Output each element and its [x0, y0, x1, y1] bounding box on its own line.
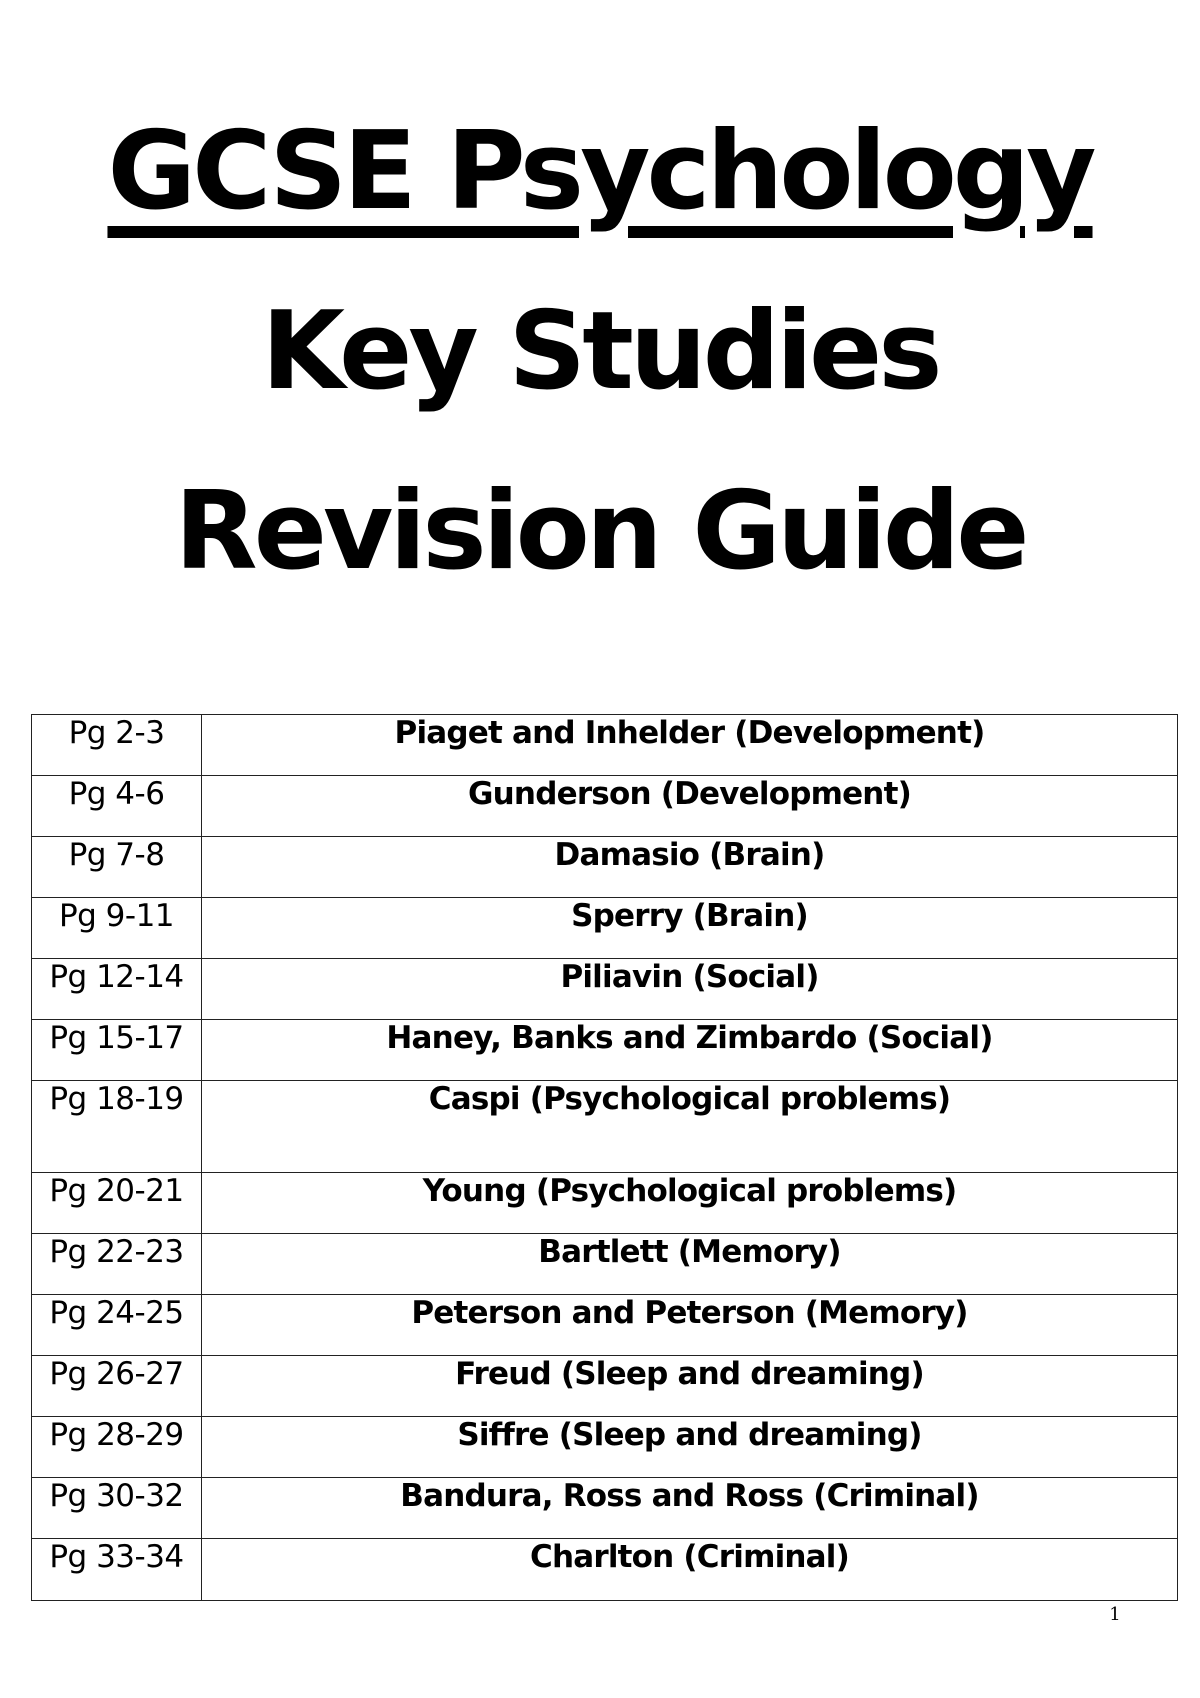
study-title: Haney, Banks and Zimbardo (Social) [202, 1020, 1178, 1081]
table-row [32, 776, 1178, 837]
study-title: Charlton (Criminal) [202, 1539, 1178, 1601]
table-row [32, 715, 1178, 776]
page-range: Pg 18-19 [32, 1081, 202, 1173]
page-range: Pg 30-32 [32, 1478, 202, 1539]
table-row [32, 1356, 1178, 1417]
page-number: 1 [1109, 1604, 1121, 1625]
study-title: Piaget and Inhelder (Development) [202, 715, 1178, 776]
page-range: Pg 15-17 [32, 1020, 202, 1081]
study-title: Peterson and Peterson (Memory) [202, 1295, 1178, 1356]
page-range: Pg 33-34 [32, 1539, 202, 1601]
page-range: Pg 24-25 [32, 1295, 202, 1356]
page-range: Pg 26-27 [32, 1356, 202, 1417]
page-range: Pg 2-3 [32, 715, 202, 776]
study-title: Freud (Sleep and dreaming) [202, 1356, 1178, 1417]
table-row [32, 1173, 1178, 1234]
table-row [32, 898, 1178, 959]
page-range: Pg 20-21 [32, 1173, 202, 1234]
study-title: Bartlett (Memory) [202, 1234, 1178, 1295]
study-title: Damasio (Brain) [202, 837, 1178, 898]
document-title [0, 82, 1200, 622]
page-range: Pg 7-8 [32, 837, 202, 898]
page-range: Pg 9-11 [32, 898, 202, 959]
table-row [32, 1081, 1178, 1173]
table-row [32, 1295, 1178, 1356]
title-line-1: GCSE Psychology [107, 109, 1093, 234]
title-line-2: Key Studies [261, 289, 939, 414]
study-title: Bandura, Ross and Ross (Criminal) [202, 1478, 1178, 1539]
table-row [32, 1234, 1178, 1295]
page-range: Pg 12-14 [32, 959, 202, 1020]
table-row [32, 1020, 1178, 1081]
contents-table [31, 714, 1178, 1601]
table-row [32, 837, 1178, 898]
table-row [32, 1417, 1178, 1478]
page-range: Pg 22-23 [32, 1234, 202, 1295]
study-title: Siffre (Sleep and dreaming) [202, 1417, 1178, 1478]
study-title: Piliavin (Social) [202, 959, 1178, 1020]
page-range: Pg 28-29 [32, 1417, 202, 1478]
table-row [32, 1478, 1178, 1539]
table-row [32, 1539, 1178, 1601]
study-title: Gunderson (Development) [202, 776, 1178, 837]
study-title: Sperry (Brain) [202, 898, 1178, 959]
title-line-3: Revision Guide [174, 469, 1026, 594]
study-title: Young (Psychological problems) [202, 1173, 1178, 1234]
page-range: Pg 4-6 [32, 776, 202, 837]
study-title: Caspi (Psychological problems) [202, 1081, 1178, 1173]
table-row [32, 959, 1178, 1020]
